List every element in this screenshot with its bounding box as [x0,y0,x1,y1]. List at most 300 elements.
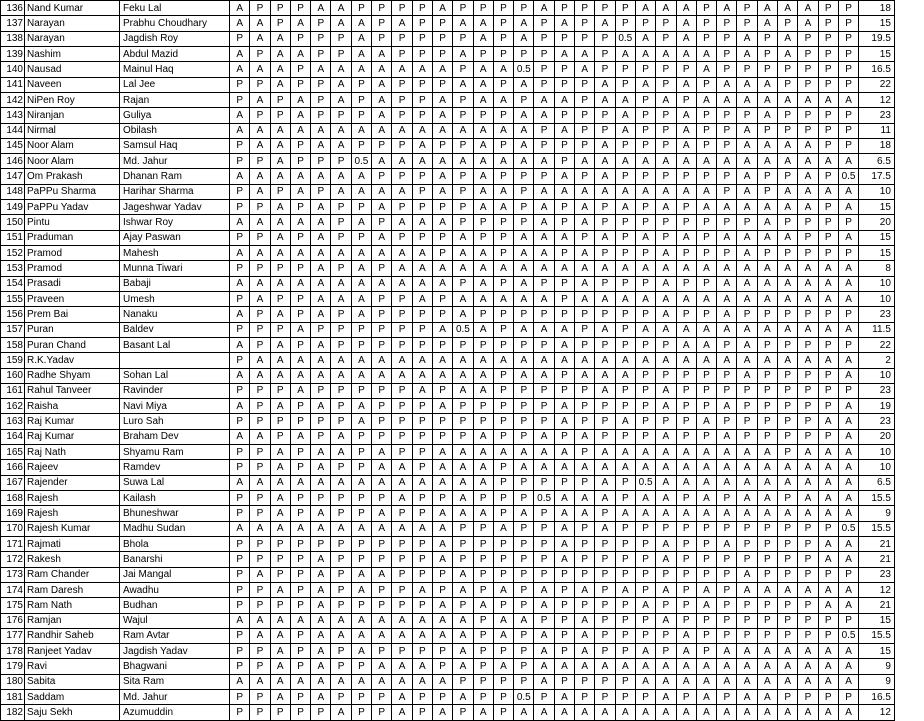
attendance-cell: P [290,690,310,705]
total-cell: 15 [859,200,895,215]
attendance-cell: A [453,246,473,261]
attendance-cell: A [230,276,250,291]
attendance-cell: A [676,230,696,245]
attendance-cell: P [290,445,310,460]
attendance-cell: A [270,521,290,536]
attendance-cell: P [818,690,838,705]
attendance-cell: A [372,460,392,475]
attendance-cell: P [392,92,412,107]
attendance-cell: A [838,582,858,597]
worker-name-cell: Saju Sekh [25,705,120,720]
attendance-cell: P [412,230,432,245]
attendance-cell: A [818,552,838,567]
attendance-cell: A [392,690,412,705]
attendance-cell: A [635,31,655,46]
attendance-cell: P [290,337,310,352]
attendance-cell: P [392,445,412,460]
attendance-cell: A [311,690,331,705]
attendance-cell: P [818,230,838,245]
attendance-cell: P [493,230,513,245]
attendance-cell: A [717,230,737,245]
attendance-cell: A [473,429,493,444]
attendance-cell: A [392,368,412,383]
attendance-cell: A [656,246,676,261]
attendance-cell: A [717,92,737,107]
total-cell: 2 [859,353,895,368]
attendance-cell: P [737,215,757,230]
attendance-cell: A [554,184,574,199]
attendance-cell: P [493,307,513,322]
attendance-cell: A [575,705,595,720]
attendance-cell: A [838,368,858,383]
attendance-cell: P [473,108,493,123]
attendance-cell: P [412,536,432,551]
attendance-cell: P [798,230,818,245]
attendance-cell: P [615,1,635,16]
attendance-cell: A [696,62,716,77]
attendance-cell: P [717,690,737,705]
attendance-cell: A [331,276,351,291]
worker-name-cell: Om Prakash [25,169,120,184]
attendance-cell: A [453,230,473,245]
attendance-cell: A [615,261,635,276]
attendance-cell: P [818,77,838,92]
father-name-cell: Samsul Haq [120,138,230,153]
attendance-cell: A [778,261,798,276]
table-row [1,536,895,551]
attendance-cell: A [676,644,696,659]
table-row [1,628,895,643]
attendance-cell: P [250,1,270,16]
attendance-cell: P [554,613,574,628]
attendance-cell: A [412,582,432,597]
attendance-cell: A [798,138,818,153]
attendance-cell: A [615,460,635,475]
attendance-cell: P [656,414,676,429]
attendance-cell: A [534,674,554,689]
serial-number-cell: 144 [1,123,25,138]
attendance-cell: P [635,108,655,123]
attendance-cell: A [331,246,351,261]
attendance-cell: P [432,567,452,582]
attendance-cell: A [473,705,493,720]
attendance-cell: P [514,307,534,322]
attendance-cell: P [412,31,432,46]
attendance-cell: A [493,92,513,107]
attendance-cell: P [311,705,331,720]
attendance-cell: P [656,230,676,245]
attendance-cell: A [331,628,351,643]
attendance-cell: P [798,123,818,138]
attendance-cell: A [676,705,696,720]
attendance-cell: P [290,644,310,659]
attendance-cell: P [290,200,310,215]
total-cell: 10 [859,445,895,460]
attendance-cell: P [290,705,310,720]
attendance-cell: P [757,429,777,444]
attendance-cell: P [696,138,716,153]
attendance-cell: A [554,460,574,475]
attendance-cell: P [798,108,818,123]
attendance-cell: P [595,215,615,230]
attendance-cell: P [717,598,737,613]
attendance-cell: A [473,31,493,46]
attendance-cell: P [818,383,838,398]
attendance-cell: A [778,659,798,674]
attendance-cell: P [372,491,392,506]
attendance-cell: P [493,108,513,123]
attendance-cell: A [412,628,432,643]
attendance-cell: P [798,598,818,613]
attendance-cell: A [838,353,858,368]
attendance-cell: P [230,644,250,659]
attendance-cell: A [656,659,676,674]
attendance-cell: P [392,77,412,92]
father-name-cell: Guliya [120,108,230,123]
attendance-cell: P [392,567,412,582]
attendance-cell: P [290,230,310,245]
worker-name-cell: Noor Alam [25,154,120,169]
attendance-cell: A [250,184,270,199]
attendance-cell: A [534,291,554,306]
attendance-cell: A [372,92,392,107]
attendance-cell: A [331,169,351,184]
attendance-cell: P [432,383,452,398]
attendance-cell: P [717,414,737,429]
attendance-cell: P [270,108,290,123]
attendance-cell: P [250,460,270,475]
attendance-cell: A [372,276,392,291]
attendance-cell: A [554,337,574,352]
attendance-cell: P [717,567,737,582]
attendance-cell: A [514,368,534,383]
attendance-cell: P [798,690,818,705]
attendance-cell: P [514,215,534,230]
attendance-cell: P [575,230,595,245]
attendance-cell: P [595,307,615,322]
attendance-cell: P [737,414,757,429]
attendance-cell: P [230,322,250,337]
attendance-cell: A [575,154,595,169]
attendance-cell: A [514,246,534,261]
attendance-cell: A [392,491,412,506]
father-name-cell: Mainul Haq [120,62,230,77]
attendance-cell: A [311,598,331,613]
worker-name-cell: Randhir Saheb [25,628,120,643]
attendance-cell: A [575,46,595,61]
attendance-cell: P [331,383,351,398]
attendance-cell: A [635,705,655,720]
attendance-cell: P [757,169,777,184]
attendance-cell: A [575,628,595,643]
attendance-cell: A [635,598,655,613]
attendance-cell: P [372,291,392,306]
attendance-cell: P [290,598,310,613]
attendance-cell: P [270,291,290,306]
attendance-cell: A [250,16,270,31]
attendance-cell: P [818,613,838,628]
attendance-cell: A [534,659,554,674]
table-row [1,429,895,444]
serial-number-cell: 136 [1,1,25,16]
attendance-cell: P [818,46,838,61]
attendance-cell: P [453,169,473,184]
attendance-cell: P [717,123,737,138]
attendance-cell: A [798,659,818,674]
attendance-cell: P [737,307,757,322]
attendance-cell: P [635,169,655,184]
worker-name-cell: Puran [25,322,120,337]
attendance-cell: A [717,291,737,306]
attendance-cell: A [453,582,473,597]
attendance-cell: P [757,613,777,628]
attendance-cell: A [737,475,757,490]
attendance-cell: A [798,16,818,31]
attendance-cell: P [717,138,737,153]
attendance-cell: A [656,475,676,490]
attendance-cell: A [412,62,432,77]
attendance-cell: P [696,1,716,16]
attendance-cell: P [696,536,716,551]
attendance-cell: P [615,77,635,92]
attendance-cell: A [432,628,452,643]
attendance-cell: A [331,184,351,199]
attendance-cell: A [230,368,250,383]
attendance-cell: A [778,475,798,490]
attendance-cell: A [635,154,655,169]
attendance-cell: A [615,705,635,720]
attendance-cell: A [575,246,595,261]
attendance-cell: A [412,353,432,368]
attendance-cell: A [818,536,838,551]
attendance-cell: P [676,598,696,613]
attendance-cell: P [230,567,250,582]
attendance-cell: A [311,445,331,460]
attendance-cell: P [230,659,250,674]
father-name-cell: Awadhu [120,582,230,597]
attendance-cell: P [372,261,392,276]
attendance-cell: P [250,445,270,460]
attendance-cell: A [737,276,757,291]
table-row [1,230,895,245]
attendance-cell: P [676,368,696,383]
attendance-cell: P [778,552,798,567]
attendance-cell: P [595,31,615,46]
attendance-cell: P [554,598,574,613]
serial-number-cell: 180 [1,674,25,689]
attendance-cell: P [230,506,250,521]
attendance-cell: P [534,31,554,46]
attendance-cell: A [635,445,655,460]
attendance-cell: A [656,322,676,337]
attendance-cell: P [453,215,473,230]
attendance-cell: P [493,138,513,153]
attendance-cell: P [737,613,757,628]
attendance-cell: A [453,613,473,628]
attendance-cell: P [656,77,676,92]
attendance-cell: P [351,506,371,521]
attendance-cell: A [757,77,777,92]
attendance-cell: P [372,16,392,31]
attendance-cell: A [757,644,777,659]
attendance-cell: A [432,353,452,368]
attendance-cell: P [554,215,574,230]
attendance-cell: P [615,521,635,536]
attendance-cell: A [290,246,310,261]
attendance-cell: P [372,536,392,551]
father-name-cell: Feku Lal [120,1,230,16]
attendance-cell: P [757,123,777,138]
attendance-cell: A [290,521,310,536]
table-row [1,261,895,276]
attendance-cell: P [250,230,270,245]
attendance-cell: P [514,521,534,536]
attendance-cell: P [676,613,696,628]
attendance-cell: P [412,567,432,582]
attendance-cell: A [717,460,737,475]
attendance-cell: P [615,598,635,613]
attendance-cell: A [838,414,858,429]
attendance-cell: P [696,628,716,643]
attendance-cell: P [453,674,473,689]
attendance-cell: A [290,184,310,199]
attendance-cell: A [473,383,493,398]
total-cell: 16.5 [859,690,895,705]
attendance-cell: P [473,552,493,567]
attendance-cell: P [493,246,513,261]
attendance-cell: P [331,460,351,475]
attendance-cell: A [270,690,290,705]
attendance-cell: A [351,307,371,322]
attendance-cell: P [514,674,534,689]
attendance-cell: P [270,552,290,567]
attendance-cell: A [432,613,452,628]
attendance-cell: A [717,276,737,291]
attendance-cell: A [270,154,290,169]
attendance-cell: A [554,16,574,31]
worker-name-cell: Raj Kumar [25,429,120,444]
attendance-cell: P [453,598,473,613]
attendance-cell: A [575,644,595,659]
attendance-cell: A [676,628,696,643]
attendance-cell: A [635,659,655,674]
attendance-cell: A [778,230,798,245]
attendance-cell: A [676,261,696,276]
attendance-cell: P [290,261,310,276]
total-cell: 6.5 [859,475,895,490]
table-row [1,567,895,582]
table-row [1,506,895,521]
attendance-cell: P [473,1,493,16]
attendance-cell: A [737,200,757,215]
attendance-cell: A [453,368,473,383]
serial-number-cell: 152 [1,246,25,261]
attendance-cell: A [351,123,371,138]
attendance-cell: A [331,77,351,92]
attendance-cell: P [514,1,534,16]
attendance-cell: A [290,123,310,138]
attendance-cell: A [635,291,655,306]
attendance-cell: A [737,337,757,352]
attendance-cell: A [331,353,351,368]
attendance-cell: P [737,598,757,613]
attendance-cell: P [412,598,432,613]
attendance-cell: A [514,108,534,123]
attendance-cell: P [798,429,818,444]
attendance-cell: A [453,644,473,659]
attendance-cell: P [676,307,696,322]
attendance-cell: P [656,138,676,153]
attendance-cell: P [331,582,351,597]
attendance-cell: P [230,184,250,199]
attendance-cell: A [757,1,777,16]
attendance-cell: P [412,445,432,460]
attendance-cell: A [676,138,696,153]
attendance-cell: P [798,337,818,352]
father-name-cell: Jagdish Roy [120,31,230,46]
attendance-cell: P [372,552,392,567]
attendance-cell: P [595,690,615,705]
serial-number-cell: 174 [1,582,25,597]
attendance-cell: A [372,184,392,199]
attendance-cell: A [392,246,412,261]
attendance-cell: P [717,16,737,31]
worker-name-cell: Saddam [25,690,120,705]
attendance-cell: A [331,123,351,138]
attendance-cell: A [534,184,554,199]
attendance-cell: P [311,92,331,107]
father-name-cell: Ram Avtar [120,628,230,643]
attendance-cell: P [696,77,716,92]
attendance-cell: A [230,246,250,261]
attendance-cell: A [696,154,716,169]
attendance-cell: A [230,674,250,689]
attendance-cell: A [757,291,777,306]
attendance-cell: P [575,16,595,31]
attendance-cell: P [798,613,818,628]
attendance-cell: P [311,322,331,337]
attendance-cell: P [493,215,513,230]
attendance-cell: P [696,123,716,138]
attendance-cell: A [372,521,392,536]
attendance-cell: P [250,598,270,613]
attendance-cell: A [270,276,290,291]
attendance-cell: A [372,628,392,643]
attendance-cell: P [778,628,798,643]
attendance-cell: A [250,246,270,261]
attendance-cell: A [635,322,655,337]
attendance-cell: P [798,536,818,551]
attendance-cell: P [351,690,371,705]
attendance-cell: A [778,506,798,521]
attendance-cell: A [635,184,655,199]
attendance-cell: P [615,230,635,245]
attendance-cell: A [432,460,452,475]
attendance-cell: A [290,353,310,368]
attendance-cell: P [757,383,777,398]
attendance-cell: P [534,46,554,61]
attendance-cell: P [757,307,777,322]
attendance-cell: P [270,598,290,613]
serial-number-cell: 173 [1,567,25,582]
attendance-cell: P [554,383,574,398]
attendance-cell: A [230,123,250,138]
attendance-cell: P [534,414,554,429]
attendance-cell: P [453,337,473,352]
attendance-cell: P [351,200,371,215]
attendance-cell: A [493,154,513,169]
attendance-cell: A [372,613,392,628]
